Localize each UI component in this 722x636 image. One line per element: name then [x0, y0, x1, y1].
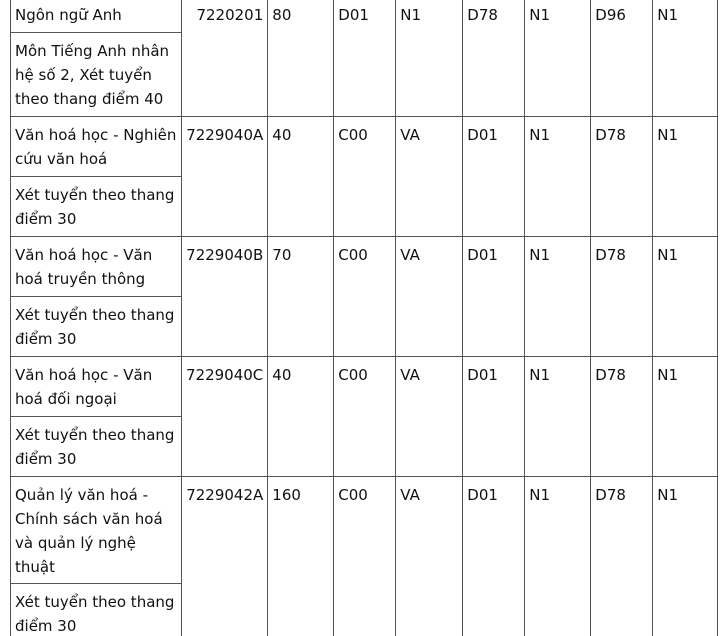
combo-level-cell: N1	[525, 0, 591, 117]
table-row	[11, 237, 718, 297]
admission-note-cell: Xét tuyển theo thang điểm 30	[11, 297, 182, 357]
program-code-cell: 7229042A	[182, 477, 268, 636]
combo-code-cell: C00	[334, 477, 396, 636]
quota-cell: 40	[268, 357, 334, 477]
combo-level-cell: N1	[653, 477, 718, 636]
combo-code-cell: D01	[463, 357, 525, 477]
program-name-cell: Ngôn ngữ Anh	[11, 0, 182, 33]
table-row	[11, 477, 718, 584]
combo-level-cell: VA	[396, 237, 463, 357]
program-code-cell: 7229040A	[182, 117, 268, 237]
table-row	[11, 357, 718, 417]
combo-level-cell: N1	[525, 117, 591, 237]
combo-level-cell: N1	[525, 357, 591, 477]
admission-note-cell: Xét tuyển theo thang điểm 30	[11, 584, 182, 636]
combo-level-cell: VA	[396, 117, 463, 237]
program-code-cell: 7229040B	[182, 237, 268, 357]
combo-level-cell: N1	[653, 357, 718, 477]
combo-code-cell: D78	[591, 117, 653, 237]
combo-code-cell: D96	[591, 0, 653, 117]
program-name-cell: Văn hoá học - Văn hoá truyền thông	[11, 237, 182, 297]
combo-code-cell: C00	[334, 117, 396, 237]
combo-code-cell: D01	[463, 117, 525, 237]
quota-cell: 40	[268, 117, 334, 237]
combo-level-cell: VA	[396, 357, 463, 477]
quota-cell: 80	[268, 0, 334, 117]
program-name-cell: Văn hoá học - Nghiên cứu văn hoá	[11, 117, 182, 177]
combo-code-cell: D78	[591, 357, 653, 477]
table-row	[11, 0, 718, 33]
combo-code-cell: D78	[591, 477, 653, 636]
combo-code-cell: D01	[463, 237, 525, 357]
program-code-cell: 7229040C	[182, 357, 268, 477]
combo-code-cell: D01	[334, 0, 396, 117]
table-row	[11, 117, 718, 177]
admission-note-cell: Xét tuyển theo thang điểm 30	[11, 177, 182, 237]
program-name-cell: Quản lý văn hoá - Chính sách văn hoá và quản lý nghệ thuật	[11, 477, 182, 584]
combo-code-cell: C00	[334, 237, 396, 357]
combo-code-cell: D78	[591, 237, 653, 357]
table-body	[11, 0, 718, 636]
combo-code-cell: D78	[463, 0, 525, 117]
combo-code-cell: D01	[463, 477, 525, 636]
admissions-table	[10, 0, 718, 636]
quota-cell: 70	[268, 237, 334, 357]
combo-level-cell: N1	[653, 117, 718, 237]
combo-level-cell: VA	[396, 477, 463, 636]
combo-level-cell: N1	[396, 0, 463, 117]
quota-cell: 160	[268, 477, 334, 636]
combo-level-cell: N1	[653, 237, 718, 357]
combo-level-cell: N1	[525, 477, 591, 636]
combo-code-cell: C00	[334, 357, 396, 477]
admission-note-cell: Xét tuyển theo thang điểm 30	[11, 417, 182, 477]
program-name-cell: Văn hoá học - Văn hoá đối ngoại	[11, 357, 182, 417]
combo-level-cell: N1	[525, 237, 591, 357]
combo-level-cell: N1	[653, 0, 718, 117]
program-code-cell: 7220201	[182, 0, 268, 117]
admission-note-cell: Môn Tiếng Anh nhân hệ số 2, Xét tuyển theo thang điểm 40	[11, 33, 182, 117]
